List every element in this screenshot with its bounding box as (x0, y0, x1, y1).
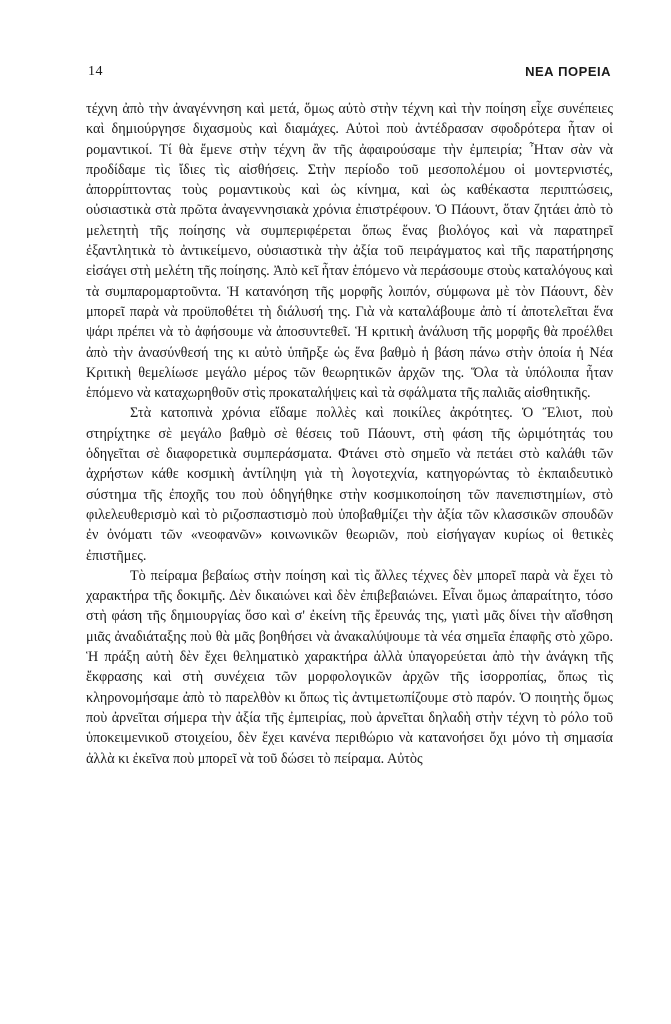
paragraph-2: Στὰ κατοπινὰ χρόνια εἴδαμε πολλὲς καὶ ποικίλες ἀκρότητες. Ὁ Ἔλιοτ, ποὺ στηρίχτηκε σὲ μεγάλο βαθμὸ σὲ θέσεις τοῦ Πάουντ, στὴ φάση τῆς ὡριμότητάς του ὁδηγεῖται σὲ διαφορετικὰ συμπεράσματα. Φτάνει στὸ σημεῖο νὰ πετάει στὸ καλάθι τῶν ἀχρήστων κάθε κοσμικὴ ἀντίληψη γιὰ τὴ λογοτεχνία, κατηγορώντας τὸ ἐκπαιδευτικὸ σύστημα τῆς ἐποχῆς του ποὺ ὁδηγήθηκε στὴν κοσμικοποίηση τῶν πανεπιστημίων, στὸ φιλελευθερισμὸ καὶ τὸ ριζοσπαστισμὸ ποὺ ὑποβαθμίζει τὴν ἀξία τῶν κλασσικῶν σπουδῶν ἐν ὀνόματι τῶν «νεοφανῶν» κοινωνικῶν θεωριῶν, ποὺ εἰσήγαγαν κυρίως οἱ θετικὲς ἐπιστῆμες. (86, 405, 613, 564)
running-head-title: ΝΕΑ ΠΟΡΕΙΑ (525, 64, 611, 79)
page-header (88, 64, 611, 86)
page-number: 14 (88, 64, 103, 79)
paragraph-1: τέχνη ἀπὸ τὴν ἀναγέννηση καὶ μετά, ὅμως αὐτὸ στὴν τέχνη καὶ τὴν ποίηση εἶχε συνέπειες καὶ δημιούργησε διχασμοὺς καὶ διαμάχες. Αὐτοὶ ποὺ ἀντέδρασαν σφοδρότερα ἦταν οἱ ρομαντικοί. Τί θὰ ἔμενε στὴν τέχνη ἂν τῆς ἀφαιρούσαμε τὴν ἐμπειρία; Ἦταν σὰν νὰ προδίδαμε τὶς ἴδιες τὶς αἰσθήσεις. Στὴν περίοδο τοῦ μεσοπολέμου οἱ μοντερνιστές, ἀπορρίπτοντας τοὺς ρομαντικοὺς καὶ ὡς κίνημα, καὶ ὡς καθέκαστα περιπτώσεις, οὐσιαστικὰ στὰ πρῶτα ἀναγεννησιακὰ χρόνια ἐπιστρέφουν. Ὁ Πάουντ, ὅταν ζητάει ἀπὸ τὸ μελετητὴ τῆς ποίησης νὰ συμπεριφέρεται ὅπως ἕνας βιολόγος καὶ νὰ παρατηρεῖ ἐξαντλητικὰ τὸ ἀντικείμενο, οὐσιαστικὰ τὴν ἀξία τοῦ πειράγματος καὶ τῆς παρατήρησης εἰσάγει στὴ μελέτη τῆς ποίησης. Ἀπὸ κεῖ ἦταν ἑπόμενο νὰ περάσουμε στοὺς καταλόγους καὶ τὰ συμπαρομαρτοῦντα. Ἡ κατανόηση τῆς μορφῆς λοιπόν, σύμφωνα μὲ τὸν Πάουντ, δὲν μπορεῖ παρὰ νὰ προϋποθέτει τὴ διάλυσή της. Γιὰ νὰ καταλάβουμε ἀπὸ τί ἀποτελεῖται ἕνα ψάρι πρέπει νὰ τὸ ἀφήσουμε νὰ ἀποσυντεθεῖ. Ἡ κριτικὴ ἀνάλυση τῆς μορφῆς θὰ προέλθει ἀπὸ τὴν ἀνασύνθεσή της κι αὐτὸ ὑπῆρξε ὡς ἕνα βαθμὸ ἡ βάση πάνω στὴν ὁποία ἡ Νέα Κριτικὴ θεμελίωσε μεγάλο μέρος τῶν θεωρητικῶν ἀρχῶν της. Ὅλα τὰ ὑπόλοιπα ἦταν ἑπόμενο νὰ καταχωρηθοῦν στὶς προκαταλήψεις καὶ τὰ σφάλματα τῆς παλιᾶς αἰσθητικῆς. (86, 101, 613, 402)
paragraph-3: Τὸ πείραμα βεβαίως στὴν ποίηση καὶ τὶς ἄλλες τέχνες δὲν μπορεῖ παρὰ νὰ ἔχει τὸ χαρακτήρα τῆς δοκιμῆς. Δὲν δικαιώνει καὶ δὲν ἐπιβεβαιώνει. Εἶναι ὅμως ἀπαραίτητο, τόσο στὴ φάση τῆς δημιουργίας ὅσο καὶ σ' ἐκείνη τῆς ἔρευνάς της, γιατὶ μᾶς δίνει τὴν αἴσθηση μιᾶς ἀναδιάταξης ποὺ θὰ μᾶς βοηθήσει νὰ ἀνακαλύψουμε τὰ νέα σημεῖα ἐπαφῆς στὸ χῶρο. Ἡ πράξη αὐτὴ δὲν ἔχει θεληματικὸ χαρακτήρα ἀλλὰ ὑπαγορεύεται ἀπὸ τὴν ἀνάγκη τῆς ἔκφρασης καὶ στὴ συνέχεια τῶν μορφολογικῶν ἀρχῶν τῆς ἰσορροπίας, ὅπως τὶς κληρονομήσαμε ἀπὸ τὸ παρελθὸν κι ὅπως τὶς ἀντιμετωπίζουμε στὸ παρόν. Ὁ ποιητὴς ὅμως ποὺ ἀρνεῖται σήμερα τὴν ἀξία τῆς ἐμπειρίας, ποὺ ἀρνεῖται δηλαδὴ στὴν τέχνη τὸ ρόλο τοῦ ὑποκειμενικοῦ στοιχείου, δὲν ἔχει κανένα περιθώριο νὰ κατανοήσει ὄχι μόνο τὴ σημασία ἀλλὰ κι ἐκεῖνα ποὺ μπορεῖ νὰ τοῦ δώσει τὸ πείραμα. Αὐτὸς (86, 567, 613, 767)
body-text (86, 99, 613, 769)
